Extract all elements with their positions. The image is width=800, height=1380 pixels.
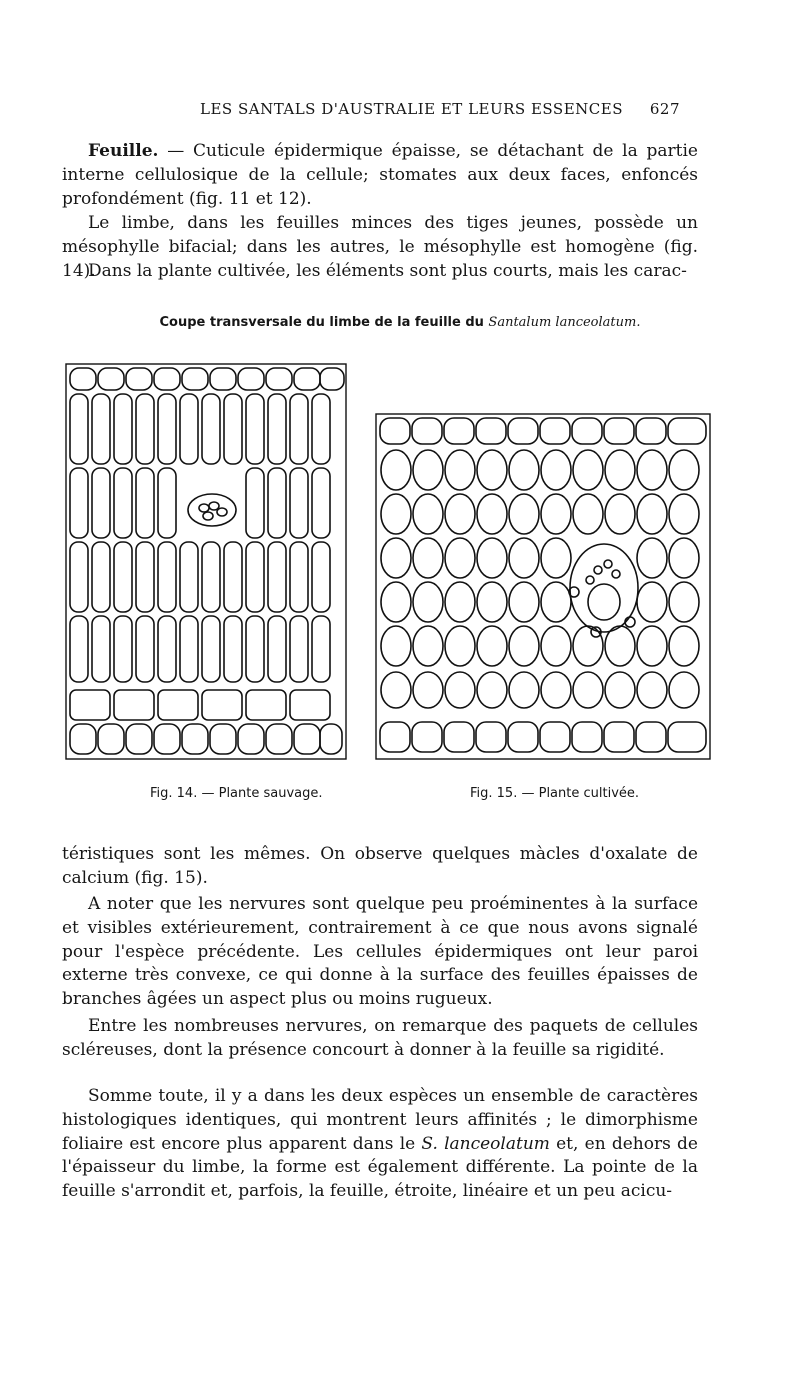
fig15-drawing — [372, 410, 717, 770]
fig14-palisade-cells — [70, 394, 330, 682]
header-title: LES SANTALS D'AUSTRALIE ET LEURS ESSENCES — [200, 100, 623, 118]
species-name: S. lanceolatum — [421, 1133, 550, 1154]
paragraph-caracteristiques: téristiques sont les mêmes. On observe quelques màcles d'oxalate de calcium (fig. 15). — [62, 844, 698, 888]
fig14-frame — [66, 364, 346, 759]
paragraph-lead: Feuille. — [88, 141, 159, 161]
figure-title-main: Coupe transversale du limbe de la feuille du — [159, 315, 489, 330]
fig15-lower-epidermis — [380, 722, 706, 752]
fig14-upper-epidermis — [70, 368, 344, 390]
fig15-mesophyll-cells — [381, 450, 699, 708]
fig15-upper-epidermis — [380, 418, 706, 444]
figure-title-species: Santalum lanceolatum. — [488, 315, 641, 330]
paragraph-somme-toute — [62, 1085, 698, 1204]
fig14-lower-epidermis — [70, 690, 342, 754]
fig14-vascular-bundle — [188, 494, 236, 526]
page-number: 627 — [649, 100, 680, 118]
paragraph-nervures: A noter que les nervures sont quelque peu proéminentes à la surface et visibles extérieurement, contrairement à ce que nous avons signalé pour l'espèce précédente. Les cellules épidermiques ont leur paroi externe très convexe, ce qui donne à la surface des feuilles épaisses de branches âgées un aspect plus ou moins rugueux. — [62, 894, 698, 1010]
figure-title — [62, 315, 738, 330]
paragraph-feuille — [62, 140, 698, 211]
running-header — [200, 100, 680, 124]
fig15-caption: Fig. 15. — Plante cultivée. — [470, 786, 640, 801]
paragraph-part-b: et, en dehors de l'épaisseur du limbe, la forme est également différente. La pointe de la feuille s'arrondit et, parfois, la feuille, étroite, linéaire et un peu acicu- — [62, 1133, 698, 1202]
fig14-drawing — [62, 360, 372, 770]
paragraph-text: — Cuticule épidermique épaisse, se détachant de la partie interne cellulosique de la cellule; stomates aux deux faces, enfoncés profondément (fig. 11 et 12). — [62, 141, 698, 209]
paragraph-limbe: Le limbe, dans les feuilles minces des tiges jeunes, possède un mésophylle bifacial; dans les autres, le mésophylle est homogène (fig. 14). — [62, 213, 698, 281]
paragraph-sclereuses: Entre les nombreuses nervures, on remarque des paquets de cellules scléreuses, dont la présence concourt à donner à la feuille sa rigidité. — [62, 1016, 698, 1060]
paragraph-plante-cultivee: Dans la plante cultivée, les éléments sont plus courts, mais les carac- — [88, 261, 687, 281]
paragraph-part-a: Somme toute, il y a dans les deux espèces un ensemble de caractères histologiques identiques, qui montrent leurs affinités ; le dimorphisme foliaire est encore plus apparent dans le — [62, 1086, 698, 1154]
fig15-vascular-bundle — [569, 544, 638, 637]
fig14-caption: Fig. 14. — Plante sauvage. — [150, 786, 323, 801]
